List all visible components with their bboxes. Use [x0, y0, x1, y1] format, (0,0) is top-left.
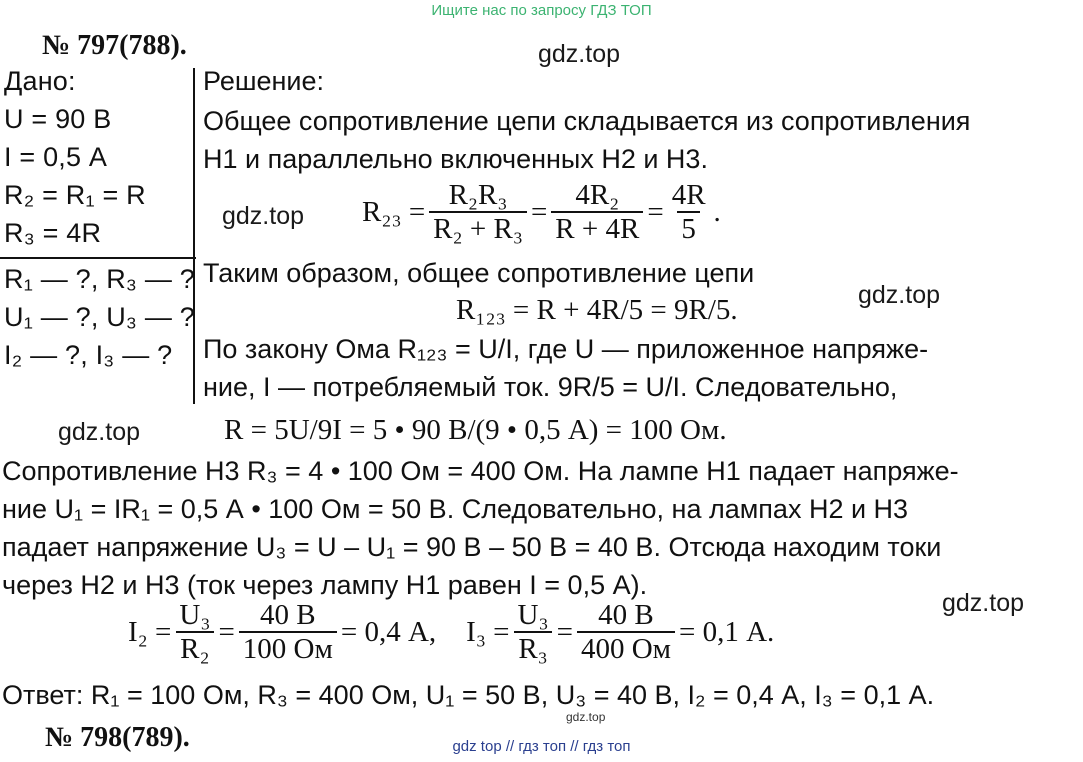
- solution-text: ние U₁ = IR₁ = 0,5 А • 100 Ом = 50 В. Следовательно, на лампах H2 и H3: [2, 494, 909, 524]
- given-divider-vertical: [193, 68, 195, 404]
- fraction: [429, 180, 527, 245]
- solution-text: ние, I — потребляемый ток. 9R/5 = U/I. Следовательно,: [203, 372, 898, 402]
- watermark: gdz.top: [942, 589, 1025, 617]
- fraction: [514, 600, 553, 665]
- equals-sign: =: [647, 195, 664, 228]
- equation-r: R = 5U/9I = 5 • 90 В/(9 • 0,5 А) = 100 Ом.: [224, 414, 727, 446]
- solution-text: По закону Ома R₁₂₃ = U/I, где U — приложенное напряже-: [203, 334, 929, 364]
- fraction-denominator: R₂ + R₃: [429, 211, 527, 244]
- solution-label: Решение:: [203, 66, 325, 96]
- eq-result: = 0,1 А.: [679, 615, 775, 648]
- next-problem-number: № 798(789).: [45, 722, 190, 753]
- answer-line: Ответ: R₁ = 100 Ом, R₃ = 400 Ом, U₁ = 50 В, U₃ = 40 В, I₂ = 0,4 А, I₃ = 0,1 А.: [2, 680, 935, 710]
- watermark: gdz.top: [858, 281, 941, 309]
- watermark: gdz.top: [58, 418, 141, 446]
- top-banner[interactable]: Ищите нас по запросу ГДЗ ТОП: [431, 2, 652, 19]
- given-r3: R₃ = 4R: [4, 218, 102, 248]
- fraction-denominator: 400 Ом: [577, 631, 675, 664]
- given-label: Дано:: [4, 66, 76, 96]
- fraction: [239, 600, 337, 665]
- fraction-numerator: 40 В: [598, 599, 654, 631]
- equals-sign: =: [218, 615, 235, 648]
- fraction: [577, 600, 675, 665]
- eq-lhs: R₂₃ =: [362, 195, 426, 228]
- fraction-denominator: 100 Ом: [239, 631, 337, 664]
- eq-lhs: I₂ =: [128, 615, 172, 648]
- fraction-numerator: R₂R₃: [448, 179, 508, 211]
- find-voltages: U₁ — ?, U₃ — ?: [4, 302, 195, 332]
- fraction-denominator: 5: [677, 211, 700, 244]
- equation-r23: [362, 180, 721, 245]
- given-voltage: U = 90 В: [4, 104, 112, 134]
- fraction: [551, 180, 643, 245]
- fraction: [668, 180, 710, 245]
- fraction-numerator: 4R₂: [575, 179, 620, 211]
- eq-lhs: I₃ =: [466, 615, 510, 648]
- solution-text: через H2 и H3 (ток через лампу H1 равен I = 0,5 А).: [2, 570, 648, 600]
- equals-sign: =: [530, 195, 548, 228]
- solution-text: Общее сопротивление цепи складывается из сопротивления: [203, 106, 971, 136]
- given-divider-horizontal: [0, 257, 196, 259]
- period: .: [713, 195, 721, 228]
- fraction-numerator: U₃: [517, 599, 549, 631]
- fraction-numerator: 40 В: [260, 599, 316, 631]
- watermark: gdz.top: [222, 202, 305, 230]
- solution-text: падает напряжение U₃ = U – U₁ = 90 В – 50 В = 40 В. Отсюда находим токи: [2, 532, 942, 562]
- fraction: [175, 600, 214, 665]
- fraction-numerator: U₃: [179, 599, 211, 631]
- footer-links[interactable]: gdz top // гдз топ // гдз топ: [452, 738, 631, 755]
- fraction-denominator: R₃: [514, 631, 551, 664]
- fraction-denominator: R + 4R: [551, 211, 643, 244]
- given-current: I = 0,5 А: [4, 142, 108, 172]
- watermark: gdz.top: [566, 710, 606, 724]
- find-currents: I₂ — ?, I₃ — ?: [4, 340, 173, 370]
- solution-text: Сопротивление H3 R₃ = 4 • 100 Ом = 400 Ом. На лампе H1 падает напряже-: [2, 456, 959, 486]
- fraction-numerator: 4R: [671, 179, 706, 211]
- equation-currents: [128, 600, 774, 665]
- solution-text: H1 и параллельно включенных H2 и H3.: [203, 144, 708, 174]
- equation-r123: R₁₂₃ = R + 4R/5 = 9R/5.: [456, 294, 738, 326]
- fraction-denominator: R₂: [176, 631, 213, 664]
- solution-text: Таким образом, общее сопротивление цепи: [203, 258, 755, 288]
- eq-result: = 0,4 А,: [340, 615, 437, 648]
- equals-sign: =: [556, 615, 573, 648]
- problem-number: № 797(788).: [42, 30, 187, 61]
- find-resistances: R₁ — ?, R₃ — ?: [4, 264, 195, 294]
- watermark: gdz.top: [538, 40, 621, 68]
- given-resistance-relation: R₂ = R₁ = R: [4, 180, 146, 210]
